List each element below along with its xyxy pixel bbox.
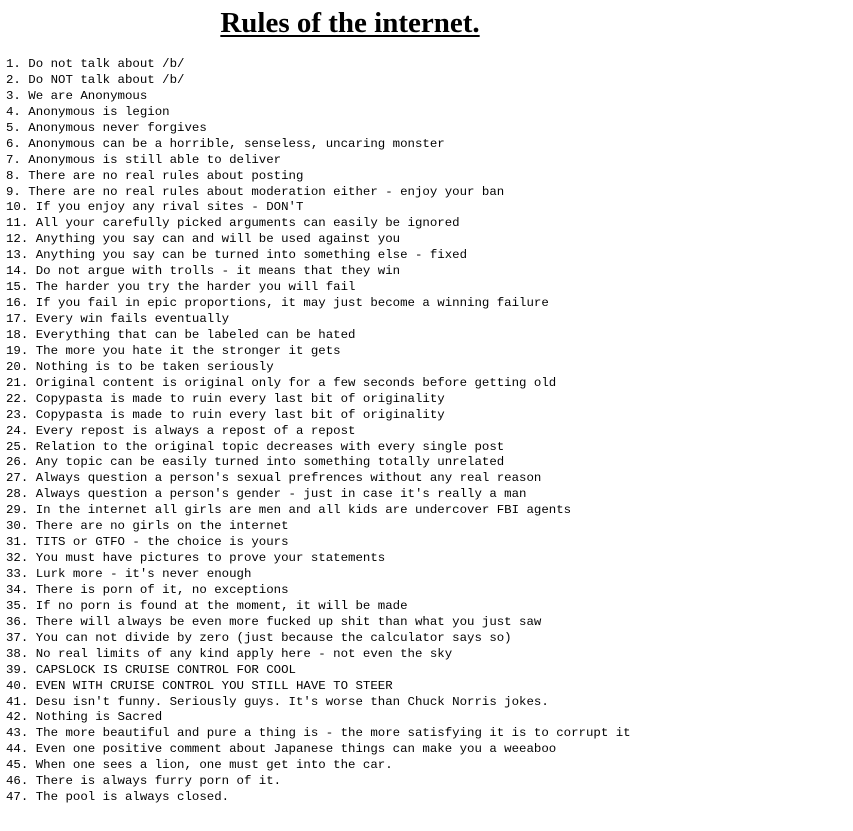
rule-item: 32. You must have pictures to prove your statements [6, 551, 386, 566]
rule-item: 33. Lurk more - it's never enough [6, 567, 252, 581]
rule-item: 42. Nothing is Sacred [6, 710, 163, 725]
rule-item: 45. When one sees a lion, one must get into the car. [6, 758, 393, 773]
rule-item: 44. Even one positive comment about Japanese things can make you a weeaboo [6, 742, 557, 757]
rule-item: 14. Do not argue with trolls - it means that they win [6, 264, 401, 279]
rule-item: 37. You can not divide by zero (just because the calculator says so) [6, 630, 512, 645]
page-title: Rules of the internet. [220, 7, 480, 39]
rule-item: 30. There are no girls on the internet [6, 519, 289, 534]
rule-item: 47. The pool is always closed. [6, 790, 230, 805]
rule-item: 28. Always question a person's gender - just in case it's really a man [6, 487, 527, 502]
rule-item: 31. TITS or GTFO - the choice is yours [6, 535, 289, 550]
rule-item: 11. All your carefully picked arguments can easily be ignored [6, 216, 460, 231]
rule-item: 21. Original content is original only for a few seconds before getting old [6, 375, 557, 390]
rule-item: 23. Copypasta is made to ruin every last bit of originality [6, 407, 445, 422]
rule-item: 3. We are Anonymous [6, 88, 148, 103]
rule-item: 24. Every repost is always a repost of a repost [6, 423, 356, 438]
rule-item: 34. There is porn of it, no exceptions [6, 582, 289, 597]
rule-item: 29. In the internet all girls are men and all kids are undercover FBI agents [6, 503, 572, 518]
rule-item: 1. Do not talk about /b/ [6, 57, 185, 71]
rule-item: 8. There are no real rules about posting [6, 168, 304, 183]
rule-item: 7. Anonymous is still able to deliver [6, 152, 282, 167]
rule-item: 36. There will always be even more fucked up shit than what you just saw [6, 614, 542, 629]
rule-item: 6. Anonymous can be a horrible, senseless, uncaring monster [6, 136, 445, 151]
rule-item: 26. Any topic can be easily turned into something totally unrelated [6, 455, 505, 470]
rule-item: 9. There are no real rules about moderation either - enjoy your ban [6, 184, 505, 199]
rule-item: 13. Anything you say can be turned into something else - fixed [6, 248, 468, 263]
rules-list [6, 57, 631, 806]
rule-item: 16. If you fail in epic proportions, it may just become a winning failure [6, 296, 549, 311]
rule-item: 22. Copypasta is made to ruin every last bit of originality [6, 391, 445, 406]
rule-item: 15. The harder you try the harder you will fail [6, 280, 356, 295]
rule-item: 41. Desu isn't funny. Seriously guys. It's worse than Chuck Norris jokes. [6, 694, 549, 709]
rule-item: 17. Every win fails eventually [6, 312, 230, 326]
rule-item: 43. The more beautiful and pure a thing is - the more satisfying it is to corrupt it [6, 726, 631, 741]
rule-item: 27. Always question a person's sexual prefrences without any real reason [6, 471, 542, 486]
rule-item: 4. Anonymous is legion [6, 104, 170, 119]
rule-item: 38. No real limits of any kind apply here - not even the sky [6, 646, 453, 661]
rule-item: 39. CAPSLOCK IS CRUISE CONTROL FOR COOL [6, 662, 296, 677]
rule-item: 35. If no porn is found at the moment, it will be made [6, 598, 408, 613]
rule-item: 18. Everything that can be labeled can be hated [6, 327, 356, 342]
rule-item: 12. Anything you say can and will be used against you [6, 232, 401, 247]
rule-item: 5. Anonymous never forgives [6, 120, 207, 135]
rule-item: 46. There is always furry porn of it. [6, 774, 282, 789]
rule-item: 25. Relation to the original topic decreases with every single post [6, 439, 505, 454]
rule-item: 40. EVEN WITH CRUISE CONTROL YOU STILL HAVE TO STEER [6, 678, 393, 693]
rule-item: 19. The more you hate it the stronger it gets [6, 343, 341, 358]
rule-item: 20. Nothing is to be taken seriously [6, 359, 274, 374]
rule-item: 2. Do NOT talk about /b/ [6, 72, 185, 87]
rule-item: 10. If you enjoy any rival sites - DON'T [6, 200, 304, 215]
